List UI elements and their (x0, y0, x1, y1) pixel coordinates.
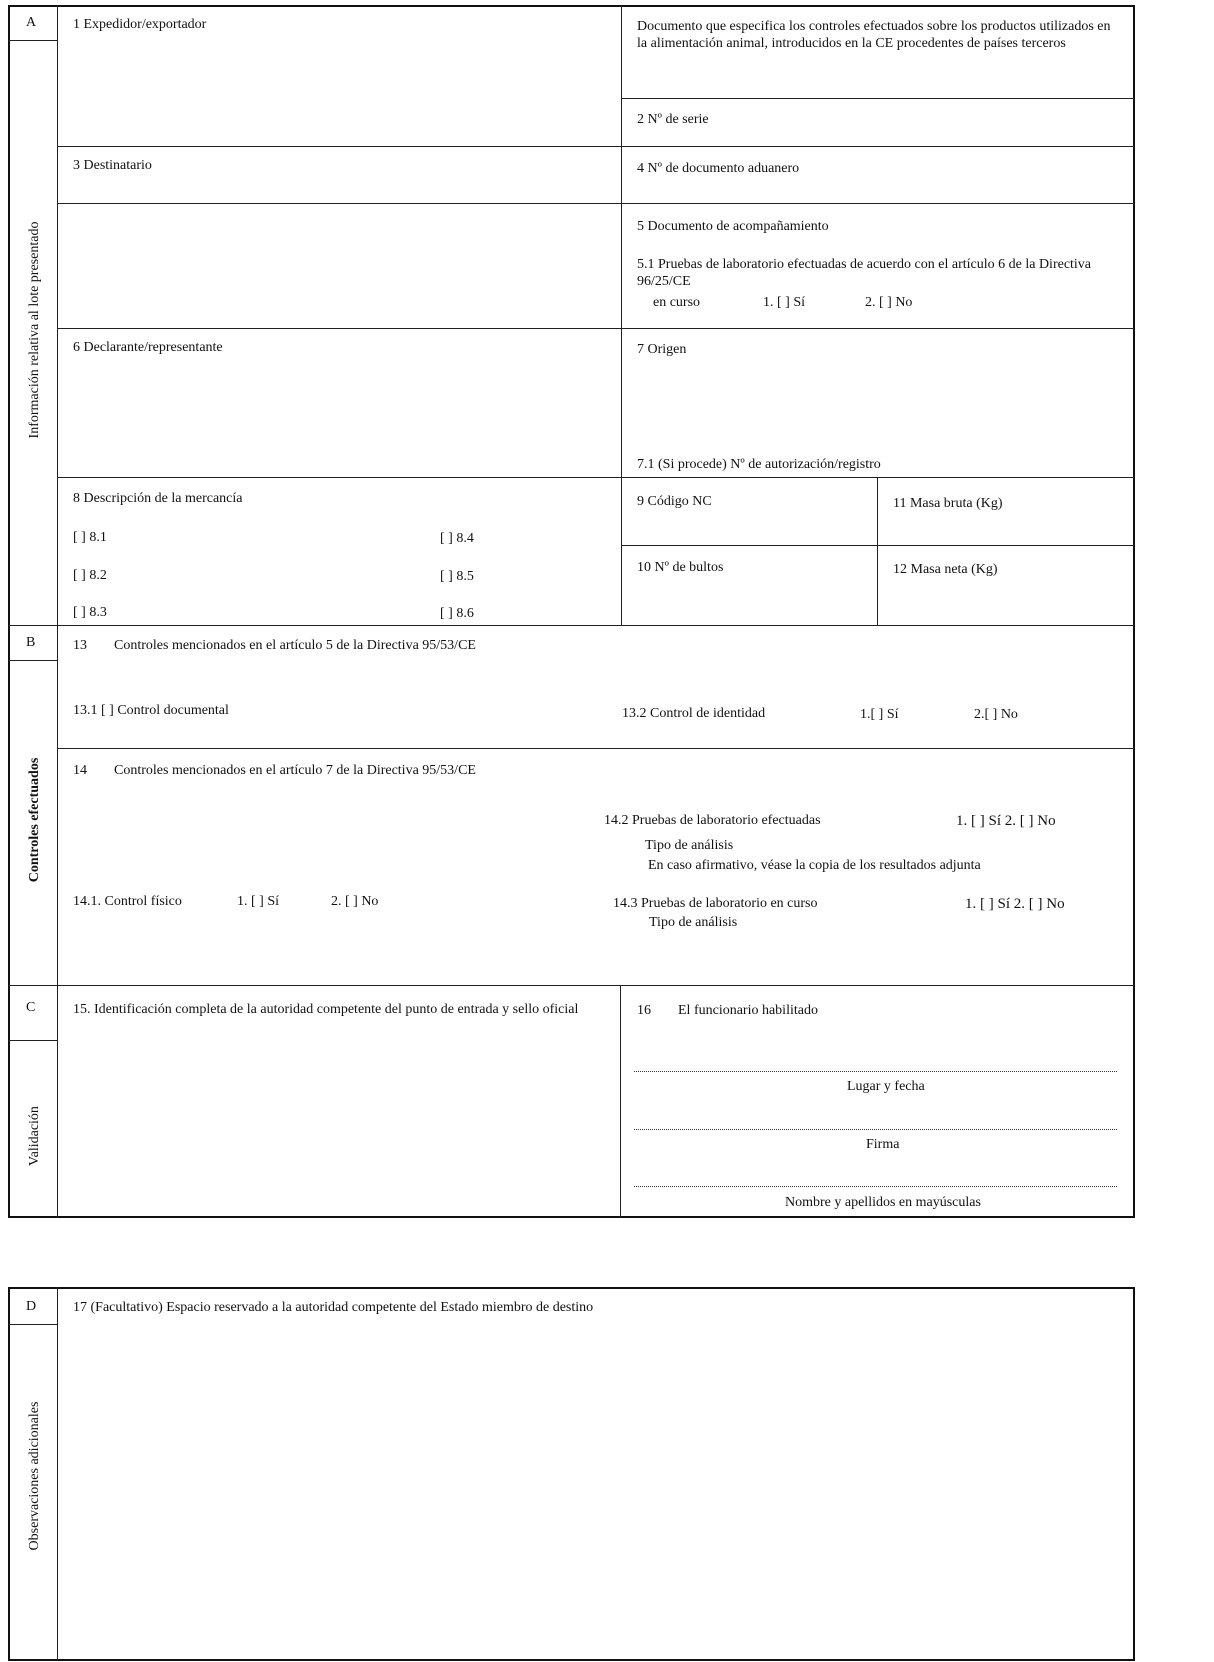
field-15-label: 15. Identificación completa de la autoridad competente del punto de entrada y sello oficial (73, 1002, 579, 1017)
divider (8, 985, 1134, 986)
section-d-letter: D (26, 1299, 37, 1314)
divider (8, 660, 57, 661)
field-7-1-label: 7.1 (Si procede) Nº de autorización/registro (637, 457, 881, 472)
section-c-title: Validación (27, 1106, 42, 1166)
field-16-label: El funcionario habilitado (678, 1003, 818, 1018)
divider (620, 985, 621, 1218)
field-9-label: 9 Código NC (637, 494, 712, 509)
field-14-2-label: 14.2 Pruebas de laboratorio efectuadas (604, 813, 821, 828)
field-14-2-tipo: Tipo de análisis (645, 838, 734, 853)
firma-label: Firma (866, 1137, 900, 1152)
field-4-label: 4 Nº de documento aduanero (637, 161, 800, 176)
divider (57, 748, 1134, 749)
field-13-1-checkbox[interactable]: 13.1 [ ] Control documental (73, 703, 229, 718)
checkbox-8-4[interactable]: [ ] 8.4 (440, 531, 474, 546)
field-10-label: 10 Nº de bultos (637, 560, 724, 575)
section-a-letter: A (26, 15, 37, 30)
field-14-1-no-checkbox[interactable]: 2. [ ] No (331, 894, 379, 909)
field-6-label: 6 Declarante/representante (73, 340, 223, 355)
field-13-2-no-checkbox[interactable]: 2.[ ] No (974, 707, 1018, 722)
divider (57, 5, 58, 1218)
field-14-label: Controles mencionados en el artículo 7 de la Directiva 95/53/CE (114, 763, 476, 778)
section-c-letter: C (26, 1000, 36, 1015)
field-1-label: 1 Expedidor/exportador (73, 17, 207, 32)
field-14-2-options[interactable]: 1. [ ] Sí 2. [ ] No (956, 813, 1056, 829)
field-5-1-no-checkbox[interactable]: 2. [ ] No (865, 295, 913, 310)
section-a-title: Información relativa al lote presentado (27, 221, 42, 439)
field-14-2-note: En caso afirmativo, véase la copia de los resultados adjunta (648, 858, 981, 873)
divider (621, 98, 1134, 99)
field-14-1-label: 14.1. Control físico (73, 894, 182, 909)
divider (57, 1287, 58, 1661)
checkbox-8-5[interactable]: [ ] 8.5 (440, 569, 474, 584)
field-14-1-si-checkbox[interactable]: 1. [ ] Sí (237, 894, 279, 909)
field-14-3-tipo: Tipo de análisis (649, 915, 738, 930)
divider (8, 1324, 57, 1325)
nombre-line[interactable] (634, 1186, 1117, 1187)
checkbox-8-2[interactable]: [ ] 8.2 (73, 568, 107, 583)
lugar-fecha-line[interactable] (634, 1071, 1117, 1072)
field-13-2-si-checkbox[interactable]: 1.[ ] Sí (860, 707, 899, 722)
field-5-1-en-curso: en curso (653, 295, 701, 310)
field-14-3-label: 14.3 Pruebas de laboratorio en curso (613, 896, 818, 911)
section-b-title: Controles efectuados (27, 757, 42, 883)
field-7-label: 7 Origen (637, 342, 687, 357)
section-b-letter: B (26, 635, 36, 650)
field-14-3-options[interactable]: 1. [ ] Sí 2. [ ] No (965, 896, 1065, 912)
field-16-number: 16 (637, 1003, 651, 1018)
field-2-label: 2 Nº de serie (637, 112, 709, 127)
divider (8, 625, 1134, 626)
firma-line[interactable] (634, 1129, 1117, 1130)
divider (57, 477, 1134, 478)
divider (57, 328, 1134, 329)
form-title: Documento que especifica los controles efectuados sobre los productos utilizados en la alimentación animal, introducidos en la CE procedentes de países terceros (637, 19, 1111, 51)
field-13-number: 13 (73, 638, 87, 653)
field-8-label: 8 Descripción de la mercancía (73, 491, 243, 506)
field-13-label: Controles mencionados en el artículo 5 de la Directiva 95/53/CE (114, 638, 476, 653)
field-5-label: 5 Documento de acompañamiento (637, 219, 829, 234)
divider (57, 203, 1134, 204)
section-d-title: Observaciones adicionales (27, 1401, 42, 1551)
lugar-fecha-label: Lugar y fecha (847, 1079, 925, 1094)
field-5-1-si-checkbox[interactable]: 1. [ ] Sí (763, 295, 805, 310)
divider (8, 1040, 57, 1041)
checkbox-8-6[interactable]: [ ] 8.6 (440, 606, 474, 621)
checkbox-8-1[interactable]: [ ] 8.1 (73, 530, 107, 545)
divider (621, 545, 1134, 546)
field-12-label: 12 Masa neta (Kg) (893, 562, 998, 577)
form-main (8, 5, 1135, 1218)
field-3-label: 3 Destinatario (73, 158, 152, 173)
nombre-label: Nombre y apellidos en mayúsculas (785, 1195, 981, 1210)
field-13-2-label: 13.2 Control de identidad (622, 706, 766, 721)
field-11-label: 11 Masa bruta (Kg) (893, 496, 1003, 511)
divider (877, 477, 878, 625)
field-17-label: 17 (Facultativo) Espacio reservado a la autoridad competente del Estado miembro de destino (73, 1300, 594, 1315)
field-14-number: 14 (73, 763, 87, 778)
divider (57, 146, 1134, 147)
divider (8, 40, 57, 41)
checkbox-8-3[interactable]: [ ] 8.3 (73, 605, 107, 620)
form-section-d (8, 1287, 1135, 1661)
field-5-1-label: 5.1 Pruebas de laboratorio efectuadas de acuerdo con el artículo 6 de la Directiva 96/25/CE (637, 257, 1092, 289)
